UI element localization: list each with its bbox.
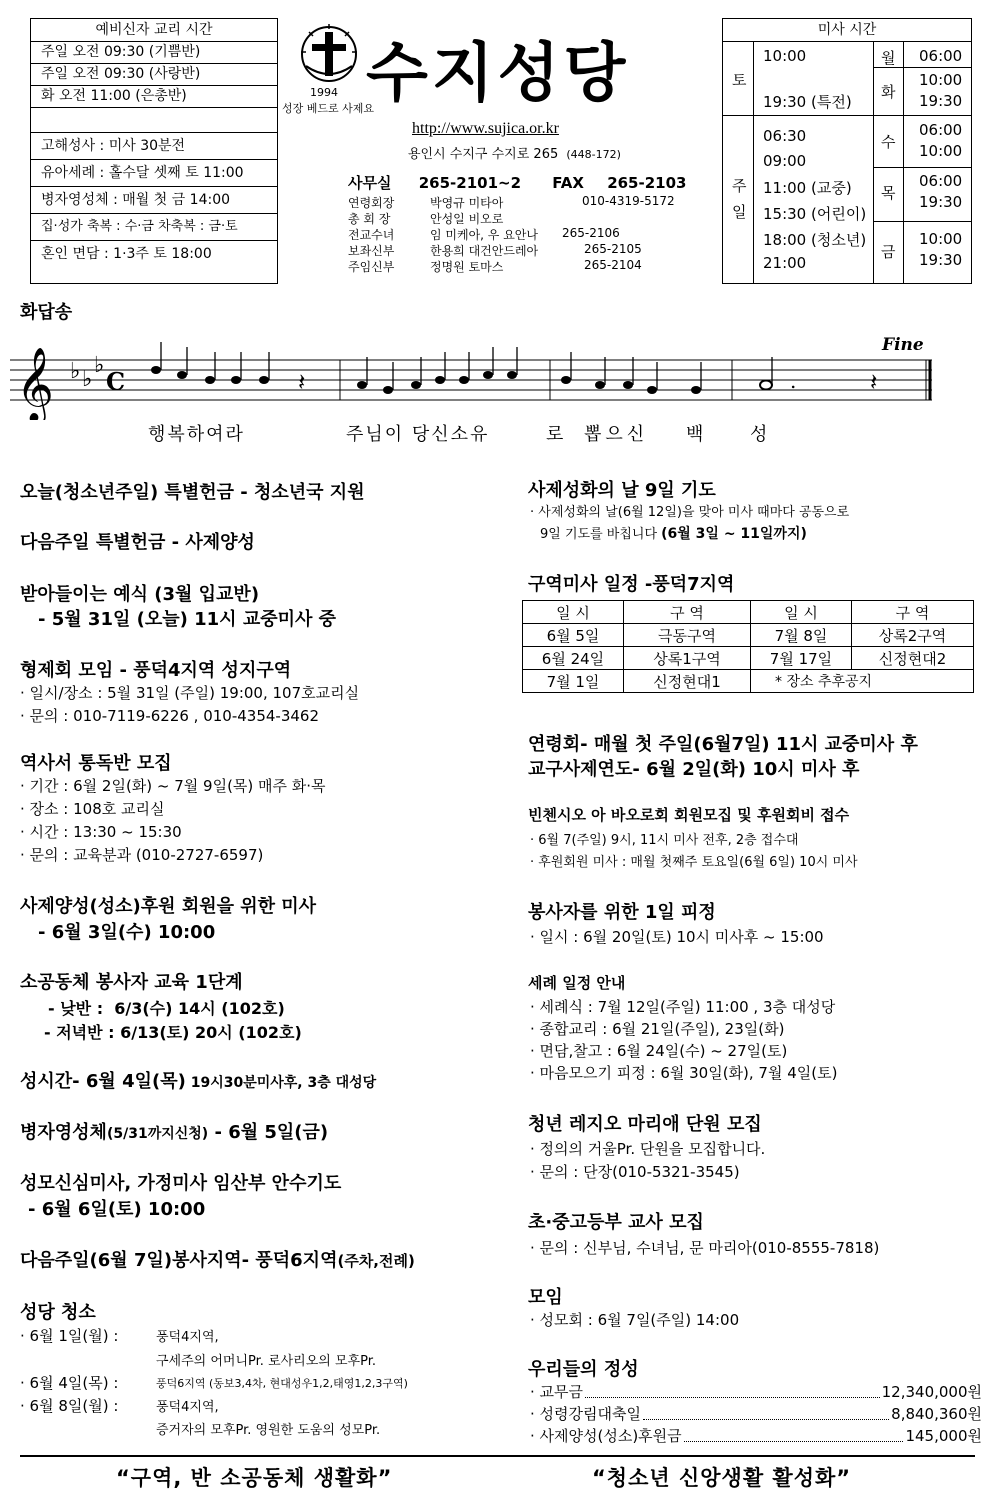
parish-address [408, 143, 621, 162]
contact-phone: 265-2106 [562, 226, 620, 240]
baptism-line: · 마음모으기 피정 : 6월 30일(화), 7월 4일(토) [530, 1064, 838, 1082]
table-cell: 6월 5일 [523, 624, 624, 647]
cleaning-title: 성당 청소 [20, 1302, 96, 1323]
vincent-title: 빈첸시오 아 바오로회 회원모집 및 후원회비 접수 [528, 806, 850, 824]
bible-reading-line: · 시간 : 13:30 ~ 15:30 [20, 823, 182, 841]
vincent-line: · 6월 7(주일) 9시, 11시 미사 전후, 2층 접수대 [530, 833, 799, 848]
cleaning-line: 풍덕4지역, [156, 1330, 219, 1345]
sacrament-line: 고해성사 : 미사 30분전 [31, 132, 277, 159]
baptism-line: · 면담,찰고 : 6월 24일(수) ~ 27일(토) [530, 1042, 788, 1060]
contact-role: 연령회장 [348, 196, 395, 210]
weekday-mass: 06:00 [919, 121, 963, 139]
offering-row [530, 1424, 982, 1446]
sacrament-line: 병자영성체 : 매월 첫 금 14:00 [31, 186, 277, 213]
table-header: 일 시 [523, 601, 624, 624]
svg-text:♭: ♭ [94, 353, 105, 378]
legio-line: · 문의 : 단장(010-5321-3545) [530, 1163, 740, 1181]
contact-row [348, 226, 708, 242]
cleaning-line: 풍덕6지역 (동보3,4차, 현대성우1,2,태영1,2,3구역) [156, 1377, 408, 1390]
vocation-mass-title: 사제양성(성소)후원 회원을 위한 미사 [20, 896, 317, 917]
sunday-mass: 11:00 (교중) [763, 179, 852, 197]
table-cell: 7월 1일 [523, 670, 624, 693]
svg-text:.: . [790, 369, 797, 393]
saturday-label: 토 [732, 71, 747, 89]
teacher-line: · 문의 : 신부님, 수녀님, 문 마리아(010-8555-7818) [530, 1239, 880, 1257]
sunday-mass: 18:00 (청소년) [763, 231, 867, 249]
table-row [523, 624, 974, 647]
contact-role: 보좌신부 [348, 244, 395, 258]
cleaning-date: · 6월 4일(목) : [20, 1374, 119, 1392]
community-training-line: - 낮반 : 6/3(수) 14시 (102호) [48, 999, 285, 1018]
brotherhood-line: · 문의 : 010-7119-6226 , 010-4354-3462 [20, 707, 320, 725]
catechism-title: 예비신자 교리 시간 [31, 19, 277, 42]
music-staff [10, 330, 952, 420]
cleaning-date: · 6월 8일(월) : [20, 1397, 119, 1415]
class-line: 주일 오전 09:30 (기쁨반) [41, 44, 201, 60]
cleaning-line: 풍덕4지역, [156, 1400, 219, 1415]
address-text: 용인시 수지구 수지로 265 [408, 147, 559, 162]
contact-row [348, 242, 708, 258]
priest-prayer-line2 [540, 523, 807, 543]
meeting-title: 모임 [528, 1287, 563, 1308]
contact-name: 정명원 토마스 [430, 260, 504, 274]
bible-reading-line: · 문의 : 교육분과 (010-2727-6597) [20, 846, 264, 864]
sick-communion [20, 1118, 328, 1144]
table-header: 구 역 [624, 601, 751, 624]
svg-text:♭: ♭ [82, 367, 93, 392]
contact-role: 전교수녀 [348, 228, 395, 242]
contact-role: 주임신부 [348, 260, 395, 274]
lyric: 행복하여라 [148, 424, 245, 445]
funeral-society-notice: 연령회- 매월 첫 주일(6월7일) 11시 교중미사 후 [528, 734, 918, 755]
brotherhood-line: · 일시/장소 : 5월 31일 (주일) 19:00, 107호교리실 [20, 684, 360, 702]
sunday-mass: 15:30 (어린이) [763, 205, 867, 223]
sick-communion-date: - 6월 5일(금) [208, 1122, 329, 1143]
bible-reading-line: · 기간 : 6월 2일(화) ~ 7월 9일(목) 매주 화·목 [20, 777, 326, 795]
baptism-title: 세례 일정 안내 [528, 974, 626, 992]
table-header: 구 역 [852, 601, 974, 624]
priest-prayer-period: (6월 3일 ~ 11일까지) [661, 526, 807, 542]
fine-marking: Fine [882, 335, 924, 355]
sunday-mass: 09:00 [763, 152, 807, 170]
sunday-mass: 21:00 [763, 254, 807, 272]
offering-value: 145,000원 [905, 1427, 982, 1445]
class-line: 주일 오전 09:30 (사랑반) [31, 63, 277, 85]
diocesan-memorial-notice: 교구사제연도- 6월 2일(화) 10시 미사 후 [528, 759, 860, 780]
table-cell: 7월 17일 [751, 647, 852, 670]
meeting-line: · 성모회 : 6월 7일(주일) 14:00 [530, 1311, 740, 1329]
next-service-area [20, 1246, 415, 1272]
special-offering-next: 다음주일 특별헌금 - 사제양성 [20, 532, 255, 553]
contact-name: 안성일 비오로 [430, 212, 504, 226]
lyric: 성 [750, 424, 768, 445]
sacrament-line: 혼인 면담 : 1·3주 토 18:00 [31, 240, 277, 267]
community-training-title: 소공동체 봉사자 교육 1단계 [20, 972, 243, 993]
offering-row [530, 1380, 982, 1402]
contact-name: 임 미케아, 우 요안나 [430, 228, 538, 242]
offering-value: 12,340,000원 [881, 1383, 982, 1401]
catechism-box [30, 18, 278, 284]
lyric: 뽑으신 [584, 424, 649, 445]
table-cell: 7월 8일 [751, 624, 852, 647]
retreat-line: · 일시 : 6월 20일(토) 10시 미사후 ~ 15:00 [530, 928, 824, 946]
cleaning-line: 증거자의 모후Pr. 영원한 도움의 성모Pr. [156, 1423, 381, 1438]
special-offering-today: 오늘(청소년주일) 특별헌금 - 청소년국 지원 [20, 482, 365, 503]
weekday-label: 화 [881, 83, 896, 101]
founding-year: 1994 [310, 86, 338, 99]
psalm-title: 화답송 [20, 302, 73, 323]
mass-times-title: 미사 시간 [723, 19, 971, 42]
contact-role: 총 회 장 [348, 212, 391, 226]
holy-hour-detail: 19시30분미사후, 3층 대성당 [185, 1075, 377, 1091]
acceptance-rite-title: 받아들이는 예식 (3월 입교반) [20, 584, 260, 605]
priest-prayer-line: · 사제성화의 날(6월 12일)을 맞아 미사 때마다 공동으로 [530, 505, 850, 520]
contact-row [348, 258, 708, 274]
table-header: 일 시 [751, 601, 852, 624]
next-service-title: 다음주일(6월 7일)봉사지역- 풍덕6지역 [20, 1250, 338, 1271]
sick-communion-title: 병자영성체 [20, 1122, 107, 1143]
vincent-line: · 후원회원 미사 : 매월 첫째주 토요일(6월 6일) 10시 미사 [530, 855, 858, 870]
table-cell: 6월 24일 [523, 647, 624, 670]
parish-motto: 성장 베드로 사제요 [282, 102, 375, 115]
priest-prayer-title: 사제성화의 날 9일 기도 [528, 480, 716, 501]
offering-label: · 성령강림대축일 [530, 1405, 641, 1423]
holy-hour-title: 성시간- 6월 4일(목) [20, 1071, 186, 1092]
mass-times-box [722, 18, 972, 284]
baptism-line: · 종합교리 : 6월 21일(주일), 23일(화) [530, 1020, 785, 1038]
weekday-label: 수 [881, 133, 896, 151]
saturday-mass: 19:30 (특전) [763, 93, 852, 111]
footer-motto-left: “구역, 반 소공동체 생활화” [116, 1466, 393, 1490]
priest-prayer-text: 9일 기도를 바칩니다 [540, 527, 657, 542]
weekday-label: 금 [881, 243, 896, 261]
postal-code: (448-172) [566, 148, 621, 161]
table-row [523, 601, 974, 624]
saturday-mass: 10:00 [763, 47, 807, 65]
lyric: 로 [546, 424, 564, 445]
sacrament-line: 유아세례 : 홀수달 셋째 토 11:00 [31, 159, 277, 186]
contact-name: 박영규 미타아 [430, 196, 504, 210]
weekday-mass: 06:00 [919, 47, 963, 65]
offering-title: 우리들의 정성 [528, 1359, 639, 1380]
next-service-note: (주차,전례) [337, 1252, 415, 1270]
svg-text:𝄽: 𝄽 [870, 368, 878, 396]
sacrament-line: 집·성가 축복 : 수·금 차축복 : 금·토 [31, 213, 277, 240]
marian-mass-title: 성모신심미사, 가정미사 임산부 안수기도 [20, 1173, 342, 1194]
vocation-mass-line: - 6월 3일(수) 10:00 [38, 922, 216, 943]
lyric: 주님이 당신소유 [346, 424, 490, 445]
legio-line: · 정의의 거울Pr. 단원을 모집합니다. [530, 1140, 766, 1158]
office-phone: 265-2101~2 [418, 174, 522, 192]
district-mass-title: 구역미사 일정 -풍덕7지역 [528, 574, 735, 595]
table-row [523, 670, 974, 693]
table-cell: 상록1구역 [624, 647, 751, 670]
contact-row [348, 210, 708, 226]
legio-title: 청년 레지오 마리애 단원 모집 [528, 1114, 762, 1135]
svg-text:𝄞: 𝄞 [16, 348, 54, 420]
retreat-title: 봉사자를 위한 1일 피정 [528, 902, 716, 923]
sunday-label: 주일 [732, 177, 747, 221]
offering-label: · 교무금 [530, 1383, 584, 1401]
parish-url[interactable]: http://www.sujica.or.kr [412, 120, 559, 137]
parish-name: 수지성당 [366, 37, 630, 111]
offering-value: 8,840,360원 [891, 1405, 982, 1423]
psalm-lyrics [0, 420, 992, 445]
contact-row [348, 194, 708, 210]
class-line: 화 오전 11:00 (은총반) [31, 85, 277, 107]
offering-label: · 사제양성(성소)후원금 [530, 1427, 682, 1445]
weekday-label: 목 [881, 184, 896, 202]
table-cell: * 장소 추후공지 [751, 670, 974, 693]
bible-reading-line: · 장소 : 108호 교리실 [20, 800, 165, 818]
footer-motto-right: “청소년 신앙생활 활성화” [592, 1466, 852, 1490]
svg-text:C: C [106, 367, 126, 396]
contact-phone: 265-2105 [584, 242, 642, 256]
cleaning-line: 구세주의 어머니Pr. 로사리오의 모후Pr. [156, 1354, 376, 1369]
weekday-mass: 06:00 [919, 172, 963, 190]
weekday-mass: 10:00 [919, 230, 963, 248]
lyric: 백 [686, 424, 704, 445]
table-cell: 상록2구역 [852, 624, 974, 647]
contact-phone: 265-2104 [584, 258, 642, 272]
svg-text:𝄽: 𝄽 [298, 368, 306, 396]
brotherhood-title: 형제회 모임 - 풍덕4지역 성지구역 [20, 660, 292, 681]
fax-number: 265-2103 [607, 174, 687, 192]
weekday-mass: 10:00 [919, 71, 963, 89]
offering-list [530, 1380, 982, 1446]
weekday-mass: 10:00 [919, 142, 963, 160]
district-mass-table [522, 600, 974, 693]
sunday-mass: 06:30 [763, 127, 807, 145]
svg-text:♭: ♭ [70, 359, 81, 384]
holy-hour [20, 1067, 376, 1093]
weekday-label: 월 [881, 49, 896, 67]
offering-row [530, 1402, 982, 1424]
cleaning-date: · 6월 1일(월) : [20, 1327, 119, 1345]
fax-label: FAX [552, 174, 584, 192]
weekday-mass: 19:30 [919, 92, 963, 110]
baptism-line: · 세례식 : 7월 12일(주일) 11:00 , 3층 대성당 [530, 998, 836, 1016]
table-cell: 극동구역 [624, 624, 751, 647]
table-row [523, 647, 974, 670]
table-cell: 신정현대2 [852, 647, 974, 670]
sick-communion-note: (5/31까지신청) [106, 1126, 209, 1142]
footer-rule [20, 1455, 975, 1457]
teacher-title: 초·중고등부 교사 모집 [528, 1212, 704, 1233]
contact-name: 한용희 대건안드레아 [430, 244, 539, 258]
bible-reading-title: 역사서 통독반 모집 [20, 753, 172, 774]
contact-list [348, 194, 708, 274]
community-training-line: - 저녁반 : 6/13(토) 20시 (102호) [44, 1023, 302, 1042]
office-label: 사무실 [348, 174, 392, 192]
marian-mass-line: - 6월 6일(토) 10:00 [28, 1199, 206, 1220]
weekday-mass: 19:30 [919, 193, 963, 211]
office-line [348, 172, 686, 193]
weekday-mass: 19:30 [919, 251, 963, 269]
contact-phone: 010-4319-5172 [582, 194, 675, 208]
acceptance-rite-line: - 5월 31일 (오늘) 11시 교중미사 중 [38, 609, 337, 630]
table-cell: 신정현대1 [624, 670, 751, 693]
